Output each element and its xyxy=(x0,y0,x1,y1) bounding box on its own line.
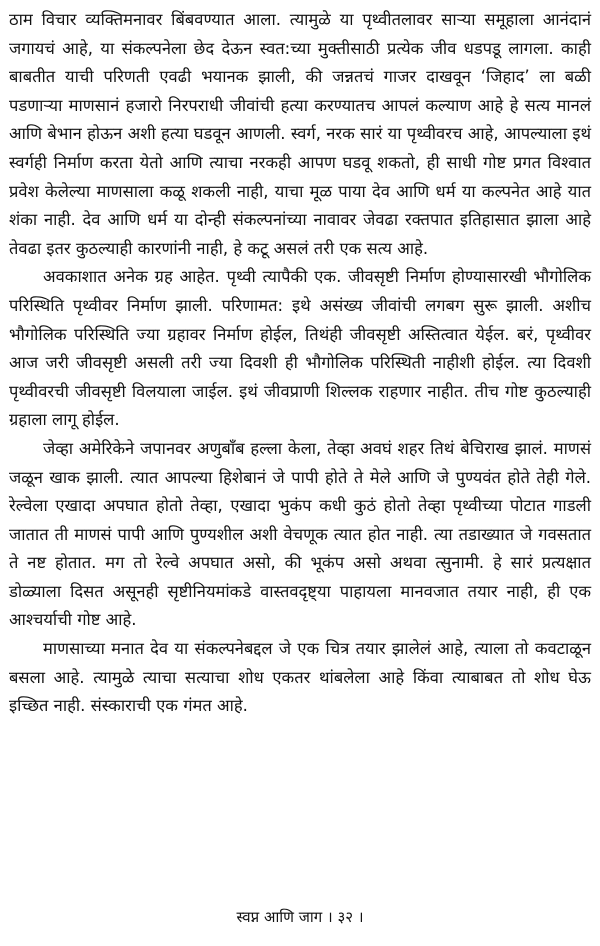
paragraph-2: अवकाशात अनेक ग्रह आहेत. पृथ्वी त्यापैकी एक. जीवसृष्टी निर्माण होण्यासारखी भौगोलिक परिस्थिति पृथ्वीवर निर्माण झाली. परिणामत: इथे असंख्य जीवांची लगबग सुरू झाली. अशीच भौगोलिक परिस्थिति ज्या ग्रहावर निर्माण होईल, तिथंही जीवसृष्टी अस्तित्वात येईल. बरं, पृथ्वीवर आज जरी जीवसृष्टी असली तरी ज्या दिवशी ही भौगोलिक परिस्थिती नाहीशी होईल. त्या दिवशी पृथ्वीवरची जीवसृष्टी विलयाला जाईल. इथं जीवप्राणी शिल्लक राहणार नाहीत. तीच गोष्ट कुठल्याही ग्रहाला लागू होईल. xyxy=(9,267,591,430)
page-footer: स्वप्न आणि जाग । ३२ । xyxy=(236,908,364,926)
paragraph-4: माणसाच्या मनात देव या संकल्पनेबद्दल जे एक चित्र तयार झालेलं आहे, त्याला तो कवटाळून बसला आहे. त्यामुळे त्याचा सत्याचा शोध एकतर थांबलेला आहे किंवा त्याबाबत तो शोध घेऊ इच्छित नाही. संस्काराची एक गंमत आहे. xyxy=(9,639,591,716)
paragraph-3: जेव्हा अमेरिकेने जपानवर अणुबॉंब हल्ला केला, तेव्हा अवघं शहर तिथं बेचिराख झालं. माणसं जळून खाक झाली. त्यात आपल्या हिशेबानं जे पापी होते ते मेले आणि जे पुण्यवंत होते तेही गेले. रेल्वेला एखादा अपघात होतो तेव्हा, एखादा भुकंप कधी कुठं होतो तेव्हा पृथ्वीच्या पोटात गाडली जातात ती माणसं पापी आणि पुण्यशील अशी वेचणूक त्यात होत नाही. त्या तडाख्यात जे गवसतात ते नष्ट होतात. मग तो रेल्वे अपघात असो, की भूकंप असो अथवा त्सुनामी. हे सारं प्रत्यक्षात डोळ्याला दिसत असूनही सृष्टीनियमांकडे वास्तवदृष्ट्या पाहायला मानवजात तयार नाही, ही एक आश्चर्याची गोष्ट आहे. xyxy=(9,438,591,630)
body-text xyxy=(9,6,591,721)
paragraph-1: ठाम विचार व्यक्तिमनावर बिंबवण्यात आला. त्यामुळे या पृथ्वीतलावर साऱ्या समूहाला आनंदानं जगायचं आहे, या संकल्पनेला छेद देऊन स्वत:च्या मुक्तीसाठी प्रत्येक जीव धडपडू लागला. काही बाबतीत याची परिणती एवढी भयानक झाली, की जन्नतचं गाजर दाखवून ‘जिहाद’ ला बळी पडणाऱ्या माणसानं हजारो निरपराधी जीवांची हत्या करण्यातच आपलं कल्याण आहे हे सत्य मानलं आणि बेभान होऊन अशी हत्या घडवून आणली. स्वर्ग, नरक सारं या पृथ्वीवरच आहे, आपल्याला इथं स्वर्गही निर्माण करता येतो आणि त्याचा नरकही आपण घडवू शकतो, ही साधी गोष्ट प्रगत विश्वात प्रवेश केलेल्या माणसाला कळू शकली नाही, याचा मूळ पाया देव आणि धर्म या कल्पनेत आहे यात शंका नाही. देव आणि धर्म या दोन्ही संकल्पनांच्या नावावर जेवढा रक्तपात इतिहासात झाला आहे तेवढा इतर कुठल्याही कारणांनी नाही, हे कटू असलं तरी एक सत्य आहे. xyxy=(9,10,591,258)
